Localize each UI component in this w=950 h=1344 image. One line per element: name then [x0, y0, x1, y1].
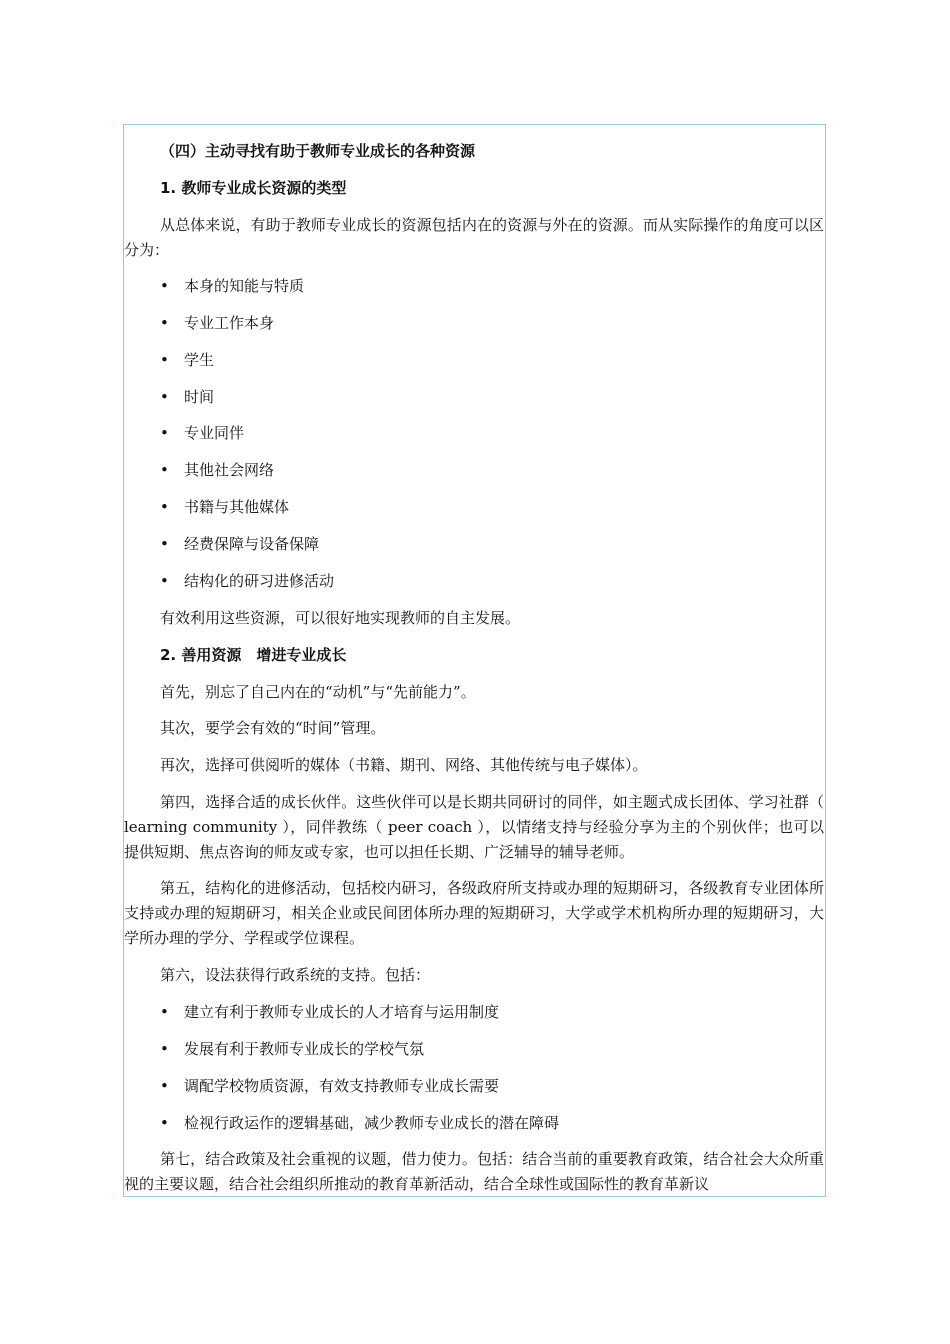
list-item-text: 时间 — [184, 388, 215, 406]
list-item-text: 专业工作本身 — [184, 314, 275, 332]
section-title: （四）主动寻找有助于教师专业成长的各种资源 — [160, 142, 476, 160]
subheading-resource-types: 1. 教师专业成长资源的类型 — [160, 179, 347, 197]
list-item-text: 调配学校物质资源，有效支持教师专业成长需要 — [184, 1077, 500, 1095]
step-second: 其次，要学会有效的“时间”管理。 — [160, 719, 386, 737]
step-third: 再次，选择可供阅听的媒体（书籍、期刊、网络、其他传统与电子媒体）。 — [160, 756, 648, 774]
bullet-icon: • — [160, 314, 169, 332]
list-item-text: 专业同伴 — [184, 424, 245, 442]
list-item-text: 经费保障与设备保障 — [184, 535, 320, 553]
step-seventh: 第七，结合政策及社会重视的议题，借力使力。包括：结合当前的重要教育政策，结合社会大众所重视的主要议题，结合社会组织所推动的教育革新活动，结合全球性或国际性的教育革新议 — [124, 1150, 824, 1193]
list-item-text: 结构化的研习进修活动 — [184, 572, 335, 590]
step-fourth: 第四，选择合适的成长伙伴。这些伙伴可以是长期共同研讨的同伴，如主题式成长团体、学习社群（ learning community ），同伴教练（ peer coach ），以情绪支持与经验分享为主的个别伙伴；也可以提供短期、焦点咨询的师友或专家，也可以担任长期、广泛辅导的辅导老师。 — [124, 793, 824, 861]
subheading-use-resources: 2. 善用资源 增进专业成长 — [160, 646, 347, 664]
bullet-icon: • — [160, 1040, 169, 1058]
bullet-icon: • — [160, 1077, 169, 1095]
step-fifth: 第五，结构化的进修活动，包括校内研习，各级政府所支持或办理的短期研习，各级教育专业团体所支持或办理的短期研习，相关企业或民间团体所办理的短期研习，大学或学术机构所办理的短期研习，大学所办理的学分、学程或学位课程。 — [124, 879, 824, 947]
bullet-icon: • — [160, 535, 169, 553]
bullet-icon: • — [160, 388, 169, 406]
bullet-icon: • — [160, 1003, 169, 1021]
list-item-text: 书籍与其他媒体 — [184, 498, 290, 516]
list-item-text: 建立有利于教师专业成长的人才培育与运用制度 — [184, 1003, 500, 1021]
bullet-icon: • — [160, 498, 169, 516]
bullet-icon: • — [160, 424, 169, 442]
step-sixth: 第六，设法获得行政系统的支持。包括： — [160, 966, 431, 984]
list-item-text: 学生 — [184, 351, 215, 369]
intro-paragraph: 从总体来说，有助于教师专业成长的资源包括内在的资源与外在的资源。而从实际操作的角度可以区分为： — [124, 216, 824, 259]
bullet-icon: • — [160, 351, 169, 369]
step-first: 首先，别忘了自己内在的“动机”与“先前能力”。 — [160, 683, 476, 701]
resource-summary: 有效利用这些资源，可以很好地实现教师的自主发展。 — [160, 609, 521, 627]
content-frame — [123, 124, 826, 1197]
list-item-text: 发展有利于教师专业成长的学校气氛 — [184, 1040, 425, 1058]
list-item-text: 其他社会网络 — [184, 461, 275, 479]
list-item-text: 本身的知能与特质 — [184, 277, 305, 295]
bullet-icon: • — [160, 1114, 169, 1132]
bullet-icon: • — [160, 277, 169, 295]
list-item-text: 检视行政运作的逻辑基础，减少教师专业成长的潜在障碍 — [184, 1114, 560, 1132]
bullet-icon: • — [160, 572, 169, 590]
bullet-icon: • — [160, 461, 169, 479]
